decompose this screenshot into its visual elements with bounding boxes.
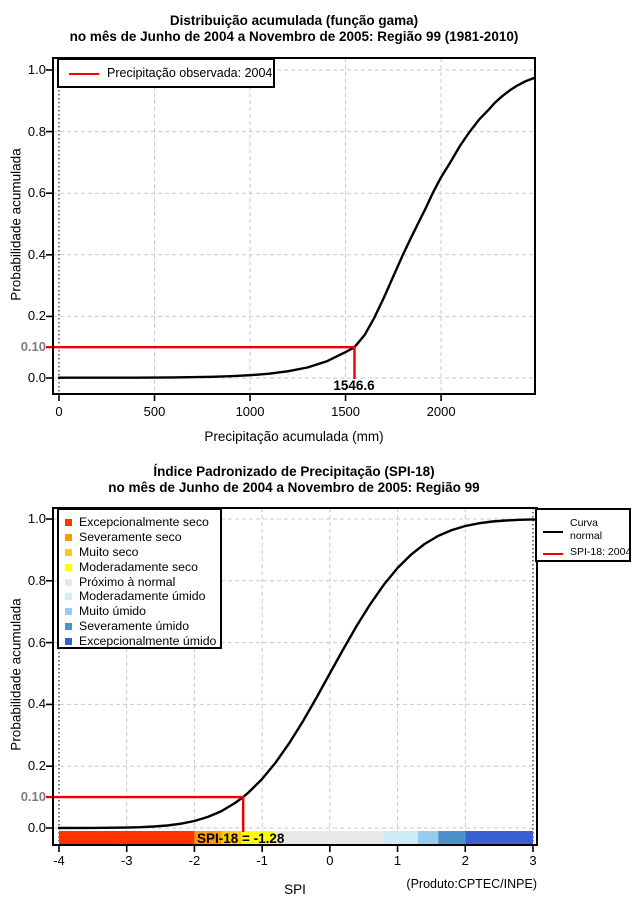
category-color-swatch-icon [65,564,72,571]
category-label: Excepcionalmente seco [79,515,209,529]
spi-colorbar-segment [384,831,418,844]
gamma-y-tick-label: 0.2 [27,308,46,324]
spi-category-legend-item [59,589,220,604]
spi-category-legend-item [59,619,220,634]
category-color-swatch-icon [65,519,72,526]
spi-category-legend-item [59,634,220,649]
gamma-x-tick-label: 0 [55,404,63,419]
category-label: Severamente úmido [79,619,190,634]
gamma-y-tick-label: 0.0 [27,370,46,385]
spi-chart-subtitle: no mês de Junho de 2004 a Novembro de 2005: Região 99 [108,480,480,495]
spi-category-legend-item [59,604,220,619]
gamma-cdf-curve [59,78,535,378]
category-color-swatch-icon [65,608,72,615]
spi-chart-title: Índice Padronizado de Precipitação (SPI-18) [153,464,435,479]
spi-y-tick-label: 0.2 [27,758,46,774]
spi-special-ytick-0-10: 0.10 [20,789,46,804]
spi-line-legend-box [535,508,631,562]
spi-x-tick-label: 1 [393,853,402,868]
product-credit: (Produto:CPTEC/INPE) [406,877,537,891]
gamma-x-tick-label: 2000 [426,404,456,419]
spi-colorbar-segment [276,831,384,844]
spi-x-tick-label: -1 [256,853,268,868]
category-label: Moderadamente seco [79,559,198,574]
gamma-marker-value-label: 1546.6 [333,378,375,393]
category-label: Muito seco [79,544,139,559]
spi-category-legend-item [59,545,220,560]
category-label: Moderadamente úmido [79,589,206,604]
category-color-swatch-icon [65,623,72,630]
spi-category-legend-item [59,515,220,530]
spi-x-tick-label: 0 [326,853,334,868]
gamma-x-axis-label: Precipitação acumulada (mm) [204,429,384,444]
gamma-special-ytick-0-10: 0.10 [20,339,46,354]
spi-category-legend-item [59,530,220,545]
spi-colorbar-segment [418,831,438,844]
spi-colorbar-segment [465,831,533,844]
gamma-chart-title: Distribuição acumulada (função gama) [169,13,419,28]
line-legend-label: SPI-18: 2004 [570,546,632,558]
category-color-swatch-icon [65,638,72,645]
spi-x-tick-label: -3 [120,853,133,868]
gamma-chart-subtitle: no mês de Junho de 2004 a Novembro de 2005: Região 99 (1981-2010) [69,29,519,44]
gamma-x-tick-label: 500 [143,404,166,419]
spi-colorbar-segment [59,831,194,844]
category-color-swatch-icon [65,593,72,600]
spi-x-tick-label: 2 [461,853,469,868]
spi-y-tick-label: 1.0 [27,511,46,526]
gamma-y-tick-label: 1.0 [27,62,46,77]
gamma-y-tick-label: 0.4 [27,246,46,262]
spi-category-legend-item [59,560,220,575]
spi-category-legend-item [59,575,220,590]
category-color-swatch-icon [65,579,72,586]
spi-y-tick-label: 0.8 [27,572,46,588]
spi-y-tick-label: 0.4 [27,696,46,712]
category-label: Excepcionalmente úmido [79,634,217,649]
category-label: Próximo à normal [79,574,176,589]
gamma-marker-lines [46,347,354,379]
spi-x-tick-label: -4 [53,853,65,868]
spi-x-tick-label: 3 [529,853,537,868]
line-legend-label: Curva [570,517,599,529]
spi-y-tick-label: 0.6 [27,634,46,650]
gamma-y-tick-label: 0.8 [27,123,46,139]
spi-x-tick-label: -2 [188,853,201,868]
gamma-x-tick-label: 1500 [331,404,361,419]
gamma-y-axis-label: Probabilidade acumulada [8,148,24,301]
spi-2004-line-icon [543,553,563,555]
gamma-x-tick-label: 1000 [235,404,265,419]
spi-marker-value-label: SPI-18 = -1.28 [197,831,285,846]
gamma-legend-label: Precipitação observada: 2004 [107,66,273,80]
gamma-plot-frame [53,58,535,394]
category-color-swatch-icon [65,549,72,556]
normal-curve-line-icon [543,531,563,533]
gamma-y-tick-label: 0.6 [27,185,46,201]
gamma-legend-box [57,58,275,88]
observed-precip-line-icon [69,73,99,75]
line-legend-label: normal [570,530,603,542]
category-label: Muito úmido [79,604,146,619]
spi-colorbar-segment [438,831,465,844]
spi-category-legend-box [57,508,222,649]
spi-y-tick-label: 0.0 [27,820,46,835]
category-color-swatch-icon [65,534,72,541]
category-label: Severamente seco [79,529,182,544]
spi-x-axis-label: SPI [284,882,306,897]
spi-y-axis-label: Probabilidade acumulada [8,598,24,751]
